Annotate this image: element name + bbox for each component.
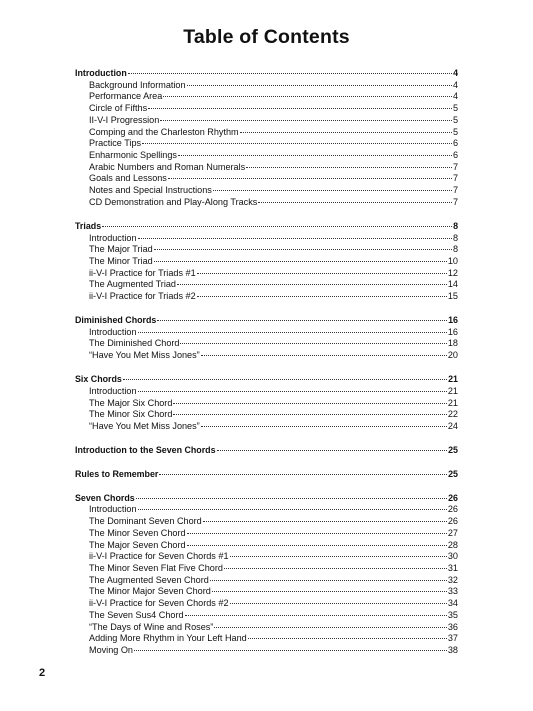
toc-entry-page: 32 xyxy=(447,574,458,585)
dot-leader xyxy=(248,638,447,639)
toc-entry-title: The Major Seven Chord xyxy=(89,539,186,550)
toc-entry-page: 36 xyxy=(447,621,458,632)
dot-leader xyxy=(201,355,447,356)
dot-leader xyxy=(230,603,447,604)
dot-leader xyxy=(136,498,447,499)
toc-entry-page: 16 xyxy=(448,315,458,326)
toc-section xyxy=(75,469,458,481)
toc-entry xyxy=(75,185,458,197)
toc-entry xyxy=(75,575,458,587)
dot-leader xyxy=(157,320,447,321)
toc-section-heading xyxy=(75,68,458,80)
toc-entry xyxy=(75,528,458,540)
toc-section xyxy=(75,315,458,362)
toc-entry xyxy=(75,279,458,291)
toc-entry-title: Introduction xyxy=(75,68,127,78)
dot-leader xyxy=(163,96,452,97)
dot-leader xyxy=(134,650,447,651)
toc-entry-title: Introduction xyxy=(89,504,137,515)
dot-leader xyxy=(197,273,447,274)
toc-entry xyxy=(75,540,458,552)
toc-entry xyxy=(75,150,458,162)
toc-section-heading xyxy=(75,221,458,233)
dot-leader xyxy=(187,545,447,546)
dot-leader xyxy=(201,426,447,427)
toc-entry-page: 26 xyxy=(447,504,458,515)
toc-section-heading xyxy=(75,445,458,457)
toc-entry-page: 4 xyxy=(452,79,458,90)
toc-entry-title: II-V-I Progression xyxy=(89,114,160,125)
toc-entry xyxy=(75,115,458,127)
dot-leader xyxy=(154,249,452,250)
toc-entry-title: Adding More Rhythm in Your Left Hand xyxy=(89,633,247,644)
dot-leader xyxy=(212,591,447,592)
toc-entry-page: 8 xyxy=(453,220,458,231)
toc-entry-page: 14 xyxy=(447,279,458,290)
toc-entry xyxy=(75,233,458,245)
toc-entry xyxy=(75,162,458,174)
toc-entry-title: Enharmonic Spellings xyxy=(89,150,177,161)
toc-entry-page: 5 xyxy=(452,103,458,114)
toc-entry-page: 28 xyxy=(447,539,458,550)
toc-entry-page: 26 xyxy=(447,516,458,527)
toc-entry-title: CD Demonstration and Play-Along Tracks xyxy=(89,196,258,207)
toc-entry xyxy=(75,291,458,303)
toc-entry-title: Seven Chords xyxy=(75,492,135,503)
dot-leader xyxy=(210,580,447,581)
toc-entry-page: 20 xyxy=(447,350,458,361)
toc-entry-title: Background Information xyxy=(89,79,186,90)
toc-entry-title: “Have You Met Miss Jones” xyxy=(89,420,200,431)
dot-leader xyxy=(240,132,452,133)
toc-entry-title: The Minor Triad xyxy=(89,255,153,266)
toc-entry-title: Introduction xyxy=(89,232,137,243)
toc-section xyxy=(75,374,458,433)
page-number: 2 xyxy=(39,667,46,679)
toc-entry xyxy=(75,327,458,339)
toc-entry xyxy=(75,127,458,139)
toc-section-heading xyxy=(75,374,458,386)
toc-entry xyxy=(75,256,458,268)
toc-entry-page: 4 xyxy=(452,91,458,102)
toc-entry-page: 26 xyxy=(448,492,458,503)
toc-entry-title: ii-V-I Practice for Triads #1 xyxy=(89,267,196,278)
toc-entry-page: 33 xyxy=(447,586,458,597)
dot-leader xyxy=(177,284,447,285)
toc-entry-page: 7 xyxy=(452,185,458,196)
toc-entry-page: 22 xyxy=(447,409,458,420)
dot-leader xyxy=(123,379,447,380)
table-of-contents xyxy=(75,68,458,669)
dot-leader xyxy=(173,414,446,415)
dot-leader xyxy=(214,627,447,628)
toc-entry-title: Notes and Special Instructions xyxy=(89,185,212,196)
toc-entry xyxy=(75,80,458,92)
toc-entry xyxy=(75,103,458,115)
toc-entry xyxy=(75,645,458,657)
toc-entry xyxy=(75,551,458,563)
toc-entry xyxy=(75,338,458,350)
toc-entry-page: 10 xyxy=(447,255,458,266)
toc-entry-page: 30 xyxy=(447,551,458,562)
toc-entry-title: The Diminished Chord xyxy=(89,338,180,349)
toc-entry-page: 25 xyxy=(448,444,458,455)
toc-entry xyxy=(75,516,458,528)
toc-entry-page: 27 xyxy=(447,527,458,538)
dot-leader xyxy=(230,556,447,557)
dot-leader xyxy=(138,238,452,239)
dot-leader xyxy=(258,202,452,203)
toc-entry-title: Goals and Lessons xyxy=(89,173,167,184)
toc-entry-page: 38 xyxy=(447,645,458,656)
dot-leader xyxy=(159,474,447,475)
toc-entry-page: 37 xyxy=(447,633,458,644)
toc-entry-title: The Minor Major Seven Chord xyxy=(89,586,211,597)
toc-entry-title: The Major Triad xyxy=(89,244,153,255)
toc-entry-title: Six Chords xyxy=(75,374,122,385)
dot-leader xyxy=(224,568,447,569)
dot-leader xyxy=(138,391,447,392)
toc-entry-title: Rules to Remember xyxy=(75,468,159,479)
toc-entry xyxy=(75,268,458,280)
toc-entry-page: 16 xyxy=(447,326,458,337)
dot-leader xyxy=(180,343,446,344)
toc-entry xyxy=(75,173,458,185)
toc-entry-title: The Minor Seven Flat Five Chord xyxy=(89,563,223,573)
toc-section xyxy=(75,68,458,209)
toc-entry-title: Circle of Fifths xyxy=(89,103,148,114)
toc-entry-page: 8 xyxy=(452,244,458,255)
dot-leader xyxy=(246,167,452,168)
toc-entry-title: Arabic Numbers and Roman Numerals xyxy=(89,161,246,172)
dot-leader xyxy=(203,521,447,522)
toc-entry-title: Triads xyxy=(75,220,102,231)
toc-entry-page: 31 xyxy=(447,563,458,573)
toc-entry xyxy=(75,622,458,634)
toc-section-heading xyxy=(75,469,458,481)
page-title: Table of Contents xyxy=(183,26,350,48)
toc-entry-page: 12 xyxy=(447,267,458,278)
toc-section xyxy=(75,493,458,657)
toc-entry xyxy=(75,386,458,398)
dot-leader xyxy=(148,108,452,109)
toc-section-heading xyxy=(75,493,458,505)
toc-entry-title: Comping and the Charleston Rhythm xyxy=(89,126,239,137)
toc-entry xyxy=(75,633,458,645)
toc-entry-page: 7 xyxy=(452,196,458,207)
toc-entry-page: 7 xyxy=(452,173,458,184)
toc-entry-page: 35 xyxy=(447,609,458,620)
toc-entry-title: Introduction to the Seven Chords xyxy=(75,444,216,455)
toc-entry-page: 4 xyxy=(453,68,458,78)
toc-entry-page: 18 xyxy=(447,338,458,349)
dot-leader xyxy=(187,533,447,534)
toc-entry-page: 6 xyxy=(452,138,458,149)
toc-entry-page: 6 xyxy=(452,150,458,161)
dot-leader xyxy=(168,178,452,179)
toc-entry-page: 7 xyxy=(452,161,458,172)
toc-entry-page: 34 xyxy=(447,598,458,609)
dot-leader xyxy=(142,143,452,144)
toc-entry-title: The Augmented Seven Chord xyxy=(89,574,209,585)
toc-entry xyxy=(75,504,458,516)
toc-entry-title: ii-V-I Practice for Triads #2 xyxy=(89,291,196,302)
toc-entry-title: The Minor Seven Chord xyxy=(89,527,186,538)
toc-entry-title: The Augmented Triad xyxy=(89,279,176,290)
toc-entry-title: “The Days of Wine and Roses” xyxy=(89,621,214,632)
toc-entry-title: Performance Area xyxy=(89,91,163,102)
toc-entry-title: Diminished Chords xyxy=(75,315,157,326)
toc-entry-title: Practice Tips xyxy=(89,138,142,149)
toc-entry xyxy=(75,197,458,209)
dot-leader xyxy=(173,403,446,404)
dot-leader xyxy=(160,120,452,121)
toc-entry xyxy=(75,91,458,103)
toc-entry xyxy=(75,421,458,433)
toc-entry-page: 21 xyxy=(448,374,458,385)
dot-leader xyxy=(154,261,447,262)
toc-entry-page: 5 xyxy=(452,114,458,125)
toc-entry xyxy=(75,610,458,622)
toc-entry-title: ii-V-I Practice for Seven Chords #1 xyxy=(89,551,229,562)
toc-entry xyxy=(75,409,458,421)
toc-entry xyxy=(75,598,458,610)
dot-leader xyxy=(213,190,452,191)
dot-leader xyxy=(128,73,452,74)
toc-entry xyxy=(75,138,458,150)
toc-entry-title: The Minor Six Chord xyxy=(89,409,173,420)
toc-entry-page: 21 xyxy=(447,397,458,408)
dot-leader xyxy=(187,85,452,86)
toc-entry xyxy=(75,563,458,575)
toc-entry-page: 5 xyxy=(452,126,458,137)
dot-leader xyxy=(197,296,447,297)
toc-section xyxy=(75,445,458,457)
toc-entry-title: The Major Six Chord xyxy=(89,397,173,408)
dot-leader xyxy=(138,509,447,510)
toc-entry xyxy=(75,244,458,256)
toc-entry-title: Moving On xyxy=(89,645,133,656)
toc-entry-title: “Have You Met Miss Jones” xyxy=(89,350,200,361)
toc-entry-title: Introduction xyxy=(89,326,137,337)
dot-leader xyxy=(217,450,448,451)
toc-entry-page: 15 xyxy=(447,291,458,302)
toc-entry-title: The Dominant Seven Chord xyxy=(89,516,202,527)
dot-leader xyxy=(102,226,452,227)
toc-section-heading xyxy=(75,315,458,327)
toc-entry xyxy=(75,398,458,410)
toc-entry-page: 25 xyxy=(448,468,458,479)
toc-entry-title: The Seven Sus4 Chord xyxy=(89,609,184,620)
dot-leader xyxy=(178,155,452,156)
toc-section xyxy=(75,221,458,303)
toc-entry-page: 21 xyxy=(447,385,458,396)
dot-leader xyxy=(185,615,447,616)
toc-entry-page: 24 xyxy=(447,420,458,431)
toc-entry xyxy=(75,350,458,362)
toc-entry-title: Introduction xyxy=(89,385,137,396)
toc-entry xyxy=(75,586,458,598)
dot-leader xyxy=(138,332,447,333)
toc-entry-page: 8 xyxy=(452,232,458,243)
toc-entry-title: ii-V-I Practice for Seven Chords #2 xyxy=(89,598,229,609)
